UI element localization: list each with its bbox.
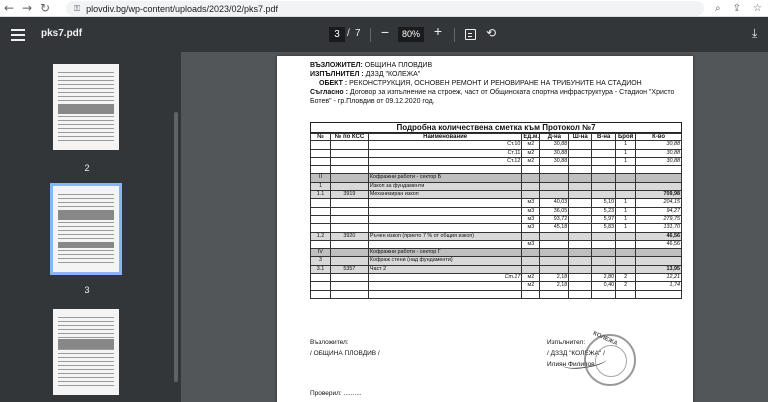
browser-toolbar xyxy=(0,0,768,17)
table-cell xyxy=(331,158,369,166)
page-number-input[interactable]: 3 xyxy=(329,27,345,42)
rotate-icon[interactable]: ⟲ xyxy=(486,26,497,40)
table-cell xyxy=(540,174,569,182)
table-cell xyxy=(616,233,636,241)
thumbnail-page-2[interactable] xyxy=(53,64,119,150)
table-cell xyxy=(592,291,616,299)
table-cell xyxy=(369,282,523,290)
table-cell xyxy=(592,158,616,166)
doc-header-line: ИЗПЪЛНИТЕЛ : ДЗЗД "КОЛЕЖА" xyxy=(310,71,421,78)
table-cell xyxy=(569,183,592,191)
pdf-toolbar xyxy=(0,17,768,52)
fit-page-icon[interactable] xyxy=(465,29,476,40)
table-cell xyxy=(569,257,592,265)
table-header-cell: Д-на xyxy=(540,133,569,141)
table-cell: м2 xyxy=(522,150,540,158)
table-cell: 131,70 xyxy=(636,224,682,232)
table-cell xyxy=(592,183,616,191)
table-cell xyxy=(311,166,331,174)
table-cell xyxy=(540,241,569,249)
toolbar-divider xyxy=(454,28,455,42)
table-row xyxy=(310,257,682,265)
table-row xyxy=(310,291,682,299)
page-total: 7 xyxy=(355,28,361,39)
table-cell: 30,88 xyxy=(636,158,682,166)
table-cell: 13,95 xyxy=(636,266,682,274)
table-cell xyxy=(331,257,369,265)
table-cell: 2,18 xyxy=(540,282,569,290)
table-row xyxy=(310,224,682,232)
table-cell xyxy=(636,174,682,182)
table-cell xyxy=(636,257,682,265)
table-cell: м2 xyxy=(522,158,540,166)
table-cell: 1.2 xyxy=(311,233,331,241)
thumbnail-label: 3 xyxy=(84,285,90,295)
share-icon[interactable]: ⇪ xyxy=(732,3,742,14)
table-row xyxy=(310,166,682,174)
table-cell xyxy=(522,249,540,257)
table-header-cell: Ш-на xyxy=(569,133,592,141)
table-cell xyxy=(616,241,636,249)
table-header-cell: Наименование xyxy=(369,133,523,141)
zoom-out-button[interactable]: − xyxy=(380,24,390,40)
table-cell: 1,74 xyxy=(636,282,682,290)
thumbnail-page-4[interactable] xyxy=(53,309,119,395)
table-cell: 1 xyxy=(616,224,636,232)
table-cell: 5,97 xyxy=(592,216,616,224)
table-cell xyxy=(540,249,569,257)
table-cell: 46,56 xyxy=(636,241,682,249)
table-cell xyxy=(311,216,331,224)
table-cell xyxy=(636,291,682,299)
toolbar-divider xyxy=(370,28,371,42)
table-cell: 30,88 xyxy=(540,150,569,158)
table-row xyxy=(310,141,682,149)
table-cell xyxy=(569,166,592,174)
address-bar[interactable] xyxy=(66,1,704,16)
download-icon[interactable]: ⤓ xyxy=(752,26,758,40)
table-cell: 3919 xyxy=(331,191,369,199)
table-cell: 1 xyxy=(616,158,636,166)
table-cell xyxy=(522,233,540,241)
pdf-viewer[interactable] xyxy=(181,52,768,402)
table-cell xyxy=(540,183,569,191)
table-cell: IV xyxy=(311,249,331,257)
table-header-cell: Ед.м. xyxy=(523,134,540,140)
table-cell: Ст.12 xyxy=(369,158,523,166)
table-cell: м3 xyxy=(522,208,540,216)
table-cell: 5,23 xyxy=(592,208,616,216)
table-cell xyxy=(311,291,331,299)
thumbnail-label: 2 xyxy=(84,163,90,173)
table-cell: м2 xyxy=(522,282,540,290)
table-cell xyxy=(569,291,592,299)
table-row xyxy=(310,282,682,290)
table-cell xyxy=(311,208,331,216)
table-cell: Изкоп за фундаменти xyxy=(369,183,523,191)
table-cell: Ст.10 xyxy=(369,141,523,149)
table-row xyxy=(310,233,682,241)
table-cell xyxy=(569,282,592,290)
table-cell: 0,40 xyxy=(592,282,616,290)
table-cell xyxy=(522,257,540,265)
doc-header-line: ВЪЗЛОЖИТЕЛ: ОБЩИНА ПЛОВДИВ xyxy=(310,62,433,69)
table-cell xyxy=(592,266,616,274)
table-cell xyxy=(540,266,569,274)
table-cell: Ст.11 xyxy=(369,150,523,158)
table-cell xyxy=(369,166,523,174)
table-row xyxy=(310,199,682,207)
table-cell: Кофражни работи - сектор Б xyxy=(369,174,523,182)
table-cell: 12,21 xyxy=(636,274,682,282)
table-cell xyxy=(569,199,592,207)
table-cell: м3 xyxy=(522,224,540,232)
table-cell: 2,18 xyxy=(540,274,569,282)
lock-icon: ⚿ xyxy=(74,3,81,13)
table-header-row xyxy=(310,133,682,141)
table-cell xyxy=(369,224,523,232)
search-icon[interactable]: ⌕ xyxy=(715,3,721,14)
table-cell: 279,75 xyxy=(636,216,682,224)
table-cell xyxy=(331,166,369,174)
table-row xyxy=(310,158,682,166)
table-cell xyxy=(592,241,616,249)
table-cell xyxy=(311,158,331,166)
table-cell xyxy=(569,274,592,282)
table-cell xyxy=(569,266,592,274)
table-cell xyxy=(331,141,369,149)
table-cell xyxy=(522,291,540,299)
table-cell xyxy=(569,224,592,232)
table-cell: 3920 xyxy=(331,233,369,241)
table-cell: Кофражни работи - сектор Г xyxy=(369,249,523,257)
table-row xyxy=(310,208,682,216)
table-cell xyxy=(636,249,682,257)
table-cell xyxy=(331,216,369,224)
table-cell: 5357 xyxy=(331,266,369,274)
table-cell xyxy=(569,241,592,249)
menu-icon[interactable] xyxy=(11,26,25,43)
signature-right-name: Илиян Филипов xyxy=(547,361,595,368)
table-cell xyxy=(369,291,523,299)
table-cell xyxy=(569,233,592,241)
table-cell: 1 xyxy=(616,208,636,216)
table-cell xyxy=(311,241,331,249)
table-cell xyxy=(369,241,523,249)
table-cell xyxy=(592,141,616,149)
table-cell xyxy=(369,208,523,216)
table-cell xyxy=(636,166,682,174)
table-cell xyxy=(331,291,369,299)
table-cell: 30,88 xyxy=(636,150,682,158)
table-header-cell: № xyxy=(311,133,331,141)
table-cell: 94,27 xyxy=(636,208,682,216)
star-icon[interactable]: ☆ xyxy=(753,3,762,14)
table-cell xyxy=(616,183,636,191)
table-title: Подробна количествена сметка към Протокол №7 xyxy=(310,122,682,133)
table-cell: м3 xyxy=(522,241,540,249)
table-cell xyxy=(592,249,616,257)
table-cell: 1 xyxy=(616,141,636,149)
table-header-cell: № по КСС xyxy=(331,133,369,141)
table-cell xyxy=(331,282,369,290)
table-cell xyxy=(569,249,592,257)
table-cell xyxy=(616,257,636,265)
table-cell: 46,56 xyxy=(636,233,682,241)
table-cell xyxy=(616,166,636,174)
table-cell xyxy=(540,191,569,199)
sidebar-scrollbar[interactable] xyxy=(174,112,178,382)
forward-arrow-icon[interactable]: → xyxy=(21,1,33,15)
table-row xyxy=(310,183,682,191)
table-cell: 5,83 xyxy=(592,224,616,232)
signature-left-org: / ОБЩИНА ПЛОВДИВ / xyxy=(310,350,380,357)
table-cell xyxy=(311,199,331,207)
table-cell: 30,88 xyxy=(540,141,569,149)
table-cell xyxy=(592,233,616,241)
table-cell xyxy=(592,166,616,174)
table-cell xyxy=(569,174,592,182)
table-cell xyxy=(569,158,592,166)
table-cell xyxy=(522,191,540,199)
table-cell xyxy=(522,174,540,182)
thumbnail-sidebar xyxy=(0,52,181,402)
table-cell xyxy=(616,266,636,274)
table-row xyxy=(310,191,682,199)
table-cell: 1 xyxy=(311,183,331,191)
zoom-in-button[interactable]: + xyxy=(433,23,443,39)
table-header-cell: Брой xyxy=(616,133,636,141)
doc-header-line: ОБЕКТ : РЕКОНСТРУКЦИЯ, ОСНОВЕН РЕМОНТ И РЕНОВИРАНЕ НА ТРИБУНИТЕ НА СТАДИОН xyxy=(319,80,642,87)
table-cell: м3 xyxy=(522,199,540,207)
table-cell xyxy=(616,249,636,257)
table-cell: 30,88 xyxy=(636,141,682,149)
table-cell xyxy=(569,150,592,158)
table-cell xyxy=(569,141,592,149)
url-text: plovdiv.bg/wp-content/uploads/2023/02/pks7.pdf xyxy=(86,3,279,14)
table-cell xyxy=(636,183,682,191)
table-cell xyxy=(569,216,592,224)
table-row xyxy=(310,274,682,282)
table-cell: м2 xyxy=(522,274,540,282)
document-title: pks7.pdf xyxy=(41,28,83,39)
table-cell xyxy=(311,150,331,158)
quantity-table xyxy=(310,133,682,299)
pdf-page xyxy=(277,56,693,402)
table-cell xyxy=(522,266,540,274)
table-cell xyxy=(592,257,616,265)
table-cell: 2,80 xyxy=(592,274,616,282)
page-separator: / xyxy=(347,28,350,39)
signature-right-title: Изпълнител: xyxy=(547,339,586,346)
table-cell xyxy=(311,282,331,290)
table-cell xyxy=(592,191,616,199)
table-cell xyxy=(331,208,369,216)
table-cell: 709,98 xyxy=(636,191,682,199)
signature-left-title: Възложител: xyxy=(310,339,349,346)
table-row xyxy=(310,150,682,158)
thumbnail-page-3[interactable] xyxy=(53,186,119,272)
table-cell xyxy=(331,150,369,158)
table-cell xyxy=(331,199,369,207)
signature-right-org: / ДЗЗД "КОЛЕЖА" / xyxy=(547,350,605,357)
table-header-cell: В-на xyxy=(592,133,616,141)
table-cell xyxy=(569,191,592,199)
table-cell: 30,88 xyxy=(540,158,569,166)
table-cell: м3 xyxy=(522,216,540,224)
table-cell xyxy=(522,183,540,191)
table-cell xyxy=(592,150,616,158)
table-cell xyxy=(569,208,592,216)
table-row xyxy=(310,216,682,224)
doc-header-line: Ботев" - гр.Пловдив от 09.12.2020 год. xyxy=(310,98,435,105)
table-cell: Ст.17 xyxy=(369,274,523,282)
table-cell xyxy=(540,166,569,174)
table-cell: II xyxy=(311,174,331,182)
table-cell xyxy=(369,199,523,207)
doc-header-line: Съгласно : Договор за изпълнение на строеж, част от Общинската спортна инфраструктура - Стадион "Христо xyxy=(310,89,675,96)
table-cell xyxy=(540,257,569,265)
table-cell xyxy=(616,174,636,182)
table-row xyxy=(310,249,682,257)
stamp-text: КОЛЕЖА xyxy=(591,330,619,348)
table-cell xyxy=(311,141,331,149)
reload-icon[interactable]: ↻ xyxy=(39,1,51,15)
table-cell xyxy=(311,274,331,282)
table-cell xyxy=(522,166,540,174)
table-row xyxy=(310,266,682,274)
table-cell: 2 xyxy=(616,274,636,282)
table-cell xyxy=(592,174,616,182)
back-arrow-icon[interactable]: ← xyxy=(3,1,15,15)
table-cell xyxy=(616,191,636,199)
table-cell xyxy=(311,224,331,232)
table-cell: Кофраж стени (над фундаменти) xyxy=(369,257,523,265)
table-cell: Ръчен изкоп (прието 7 % от общия изкоп) xyxy=(369,233,523,241)
table-cell xyxy=(331,249,369,257)
table-row xyxy=(310,174,682,182)
checked-line: Проверил: .......... xyxy=(310,390,362,397)
table-cell: 5,10 xyxy=(592,199,616,207)
table-cell xyxy=(331,174,369,182)
table-cell xyxy=(331,274,369,282)
table-cell: 1 xyxy=(616,150,636,158)
table-cell xyxy=(540,233,569,241)
table-cell xyxy=(331,241,369,249)
table-cell: 36,05 xyxy=(540,208,569,216)
table-cell: 1 xyxy=(616,216,636,224)
table-cell: 204,15 xyxy=(636,199,682,207)
table-cell xyxy=(616,291,636,299)
table-cell xyxy=(540,291,569,299)
table-header-cell: К-во xyxy=(636,133,682,141)
table-cell: 3 xyxy=(311,257,331,265)
table-cell xyxy=(331,224,369,232)
table-cell: 2 xyxy=(616,282,636,290)
table-cell xyxy=(331,183,369,191)
table-cell: 40,03 xyxy=(540,199,569,207)
table-cell: 1 xyxy=(616,199,636,207)
table-cell: 3.1 xyxy=(311,266,331,274)
zoom-input[interactable]: 80% xyxy=(398,27,424,42)
table-cell: Механизиран изкоп xyxy=(369,191,523,199)
table-row xyxy=(310,241,682,249)
table-cell: м2 xyxy=(522,141,540,149)
table-cell: 45,18 xyxy=(540,224,569,232)
table-cell: 93,72 xyxy=(540,216,569,224)
table-cell xyxy=(369,216,523,224)
table-cell: Част 2 xyxy=(369,266,523,274)
table-cell: 1.1 xyxy=(311,191,331,199)
